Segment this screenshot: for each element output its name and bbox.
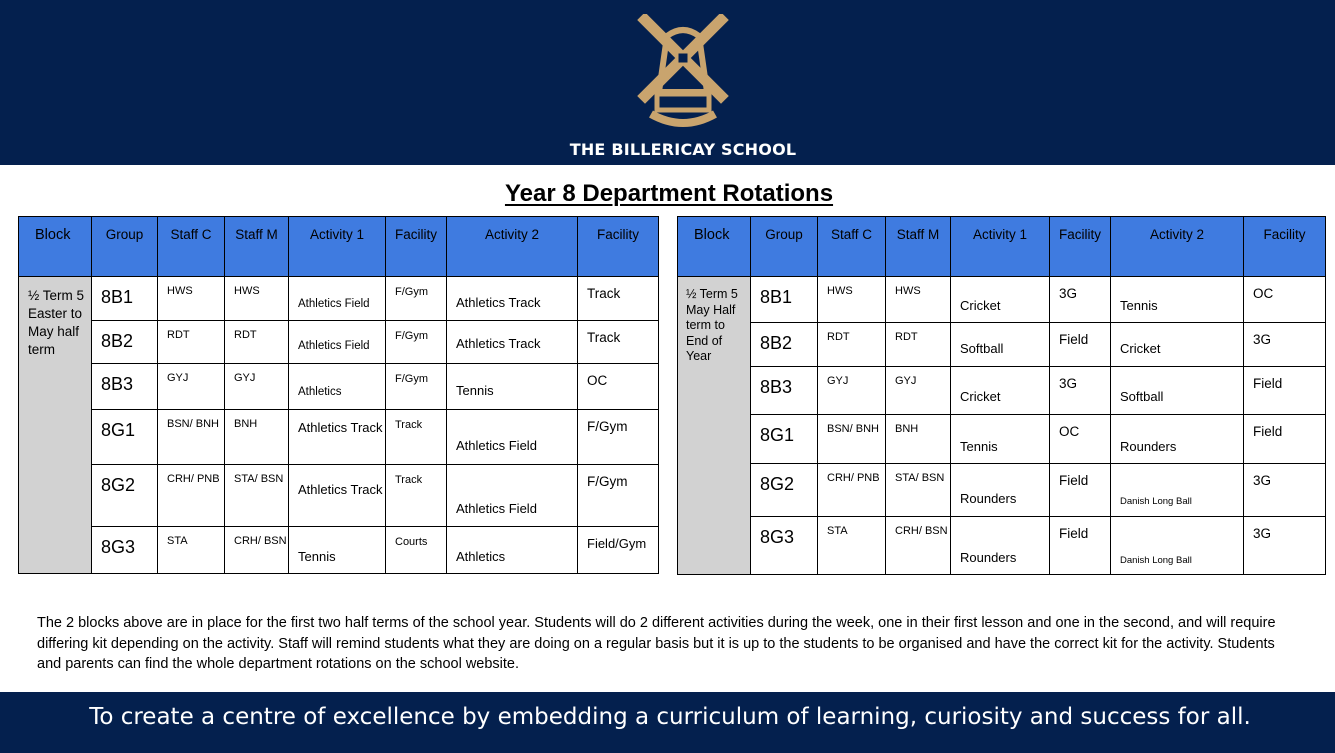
staff-m-cell: BNH	[886, 415, 951, 464]
school-motto: To create a centre of excellence by embedding a curriculum of learning, curiosity and success for all.	[89, 704, 1251, 730]
table-row	[19, 465, 659, 527]
group-cell: 8G2	[92, 465, 158, 527]
column-header: Activity 2	[1111, 217, 1244, 277]
staff-c-cell: HWS	[818, 277, 886, 323]
table-row	[19, 321, 659, 364]
column-header: Facility	[1050, 217, 1111, 277]
table-row	[678, 517, 1326, 575]
staff-c-cell: STA	[158, 527, 225, 574]
staff-m-cell: BNH	[225, 410, 289, 465]
table-row	[678, 464, 1326, 517]
group-cell: 8G1	[92, 410, 158, 465]
staff-m-cell: HWS	[886, 277, 951, 323]
facility-1-cell: Field	[1050, 323, 1111, 367]
table-row	[678, 367, 1326, 415]
activity-1-cell: Athletics Field	[289, 277, 386, 321]
column-header: Facility	[578, 217, 659, 277]
activity-1-cell: Athletics Field	[289, 321, 386, 364]
staff-m-cell: HWS	[225, 277, 289, 321]
block-label: ½ Term 5 May Half term to End of Year	[678, 277, 751, 575]
facility-1-cell: F/Gym	[386, 364, 447, 410]
activity-2-cell: Athletics Field	[447, 410, 578, 465]
table-row	[19, 277, 659, 321]
activity-2-cell: Danish Long Ball	[1111, 517, 1244, 575]
facility-2-cell: OC	[578, 364, 659, 410]
group-cell: 8B3	[92, 364, 158, 410]
facility-2-cell: Track	[578, 277, 659, 321]
column-header: Group	[92, 217, 158, 277]
activity-1-cell: Rounders	[951, 464, 1050, 517]
staff-m-cell: RDT	[886, 323, 951, 367]
page-title: Year 8 Department Rotations	[504, 180, 834, 207]
activity-1-cell: Tennis	[289, 527, 386, 574]
facility-2-cell: 3G	[1244, 464, 1326, 517]
rotation-table-block-2	[677, 216, 1326, 575]
activity-2-cell: Danish Long Ball	[1111, 464, 1244, 517]
staff-m-cell: GYJ	[225, 364, 289, 410]
column-header: Staff C	[158, 217, 225, 277]
staff-m-cell: CRH/ BSN	[886, 517, 951, 575]
table-row	[19, 364, 659, 410]
facility-2-cell: F/Gym	[578, 410, 659, 465]
table-row	[678, 415, 1326, 464]
activity-1-cell: Rounders	[951, 517, 1050, 575]
activity-2-cell: Softball	[1111, 367, 1244, 415]
staff-c-cell: BSN/ BNH	[818, 415, 886, 464]
block-label: ½ Term 5 Easter to May half term	[19, 277, 92, 574]
column-header: Staff M	[225, 217, 289, 277]
column-header: Staff C	[818, 217, 886, 277]
staff-c-cell: GYJ	[158, 364, 225, 410]
facility-2-cell: OC	[1244, 277, 1326, 323]
activity-1-cell: Cricket	[951, 277, 1050, 323]
table-row	[19, 410, 659, 465]
table-row	[678, 323, 1326, 367]
activity-2-cell: Athletics	[447, 527, 578, 574]
group-cell: 8B1	[751, 277, 818, 323]
facility-2-cell: Field	[1244, 415, 1326, 464]
staff-c-cell: CRH/ PNB	[818, 464, 886, 517]
group-cell: 8B2	[92, 321, 158, 364]
staff-c-cell: GYJ	[818, 367, 886, 415]
activity-1-cell: Athletics	[289, 364, 386, 410]
activity-1-cell: Tennis	[951, 415, 1050, 464]
staff-m-cell: RDT	[225, 321, 289, 364]
facility-2-cell: Field	[1244, 367, 1326, 415]
staff-m-cell: STA/ BSN	[225, 465, 289, 527]
group-cell: 8B3	[751, 367, 818, 415]
table-row	[19, 527, 659, 574]
staff-c-cell: RDT	[158, 321, 225, 364]
column-header: Activity 1	[289, 217, 386, 277]
explanatory-note: The 2 blocks above are in place for the first two half terms of the school year. Students will do 2 different activities during the week, one in their first lesson and one in the second, and will require differing kit depending on the activity. Staff will remind students what they are doing on a regular basis but it is up to the students to be organised and have the correct kit for the activity. Students and parents can find the whole department rotations on the school website.	[37, 615, 1276, 672]
group-cell: 8G3	[751, 517, 818, 575]
group-cell: 8G1	[751, 415, 818, 464]
facility-2-cell: 3G	[1244, 517, 1326, 575]
facility-1-cell: F/Gym	[386, 321, 447, 364]
activity-2-cell: Tennis	[1111, 277, 1244, 323]
column-header: Group	[751, 217, 818, 277]
facility-1-cell: Courts	[386, 527, 447, 574]
staff-c-cell: STA	[818, 517, 886, 575]
staff-c-cell: BSN/ BNH	[158, 410, 225, 465]
staff-m-cell: GYJ	[886, 367, 951, 415]
group-cell: 8B2	[751, 323, 818, 367]
facility-1-cell: Field	[1050, 464, 1111, 517]
activity-1-cell: Athletics Track	[289, 465, 386, 527]
facility-2-cell: 3G	[1244, 323, 1326, 367]
activity-2-cell: Athletics Track	[447, 321, 578, 364]
facility-1-cell: 3G	[1050, 367, 1111, 415]
staff-m-cell: STA/ BSN	[886, 464, 951, 517]
group-cell: 8G3	[92, 527, 158, 574]
group-cell: 8B1	[92, 277, 158, 321]
school-header	[0, 0, 1335, 165]
column-header: Facility	[386, 217, 447, 277]
column-header: Facility	[1244, 217, 1326, 277]
column-header: Activity 2	[447, 217, 578, 277]
activity-2-cell: Tennis	[447, 364, 578, 410]
activity-2-cell: Athletics Field	[447, 465, 578, 527]
facility-1-cell: Track	[386, 465, 447, 527]
facility-1-cell: F/Gym	[386, 277, 447, 321]
staff-c-cell: RDT	[818, 323, 886, 367]
facility-1-cell: Track	[386, 410, 447, 465]
activity-1-cell: Athletics Track	[289, 410, 386, 465]
staff-c-cell: CRH/ PNB	[158, 465, 225, 527]
group-cell: 8G2	[751, 464, 818, 517]
staff-c-cell: HWS	[158, 277, 225, 321]
activity-1-cell: Softball	[951, 323, 1050, 367]
school-name: THE BILLERICAY SCHOOL	[569, 140, 797, 159]
windmill-logo-icon	[637, 14, 729, 130]
facility-1-cell: OC	[1050, 415, 1111, 464]
activity-2-cell: Rounders	[1111, 415, 1244, 464]
facility-2-cell: F/Gym	[578, 465, 659, 527]
activity-2-cell: Athletics Track	[447, 277, 578, 321]
column-header: Activity 1	[951, 217, 1050, 277]
activity-1-cell: Cricket	[951, 367, 1050, 415]
table-row	[678, 277, 1326, 323]
column-header: Block	[678, 217, 751, 277]
facility-1-cell: 3G	[1050, 277, 1111, 323]
facility-2-cell: Track	[578, 321, 659, 364]
column-header: Staff M	[886, 217, 951, 277]
activity-2-cell: Cricket	[1111, 323, 1244, 367]
facility-2-cell: Field/Gym	[578, 527, 659, 574]
staff-m-cell: CRH/ BSN	[225, 527, 289, 574]
column-header: Block	[19, 217, 92, 277]
facility-1-cell: Field	[1050, 517, 1111, 575]
rotation-table-block-1	[18, 216, 659, 574]
